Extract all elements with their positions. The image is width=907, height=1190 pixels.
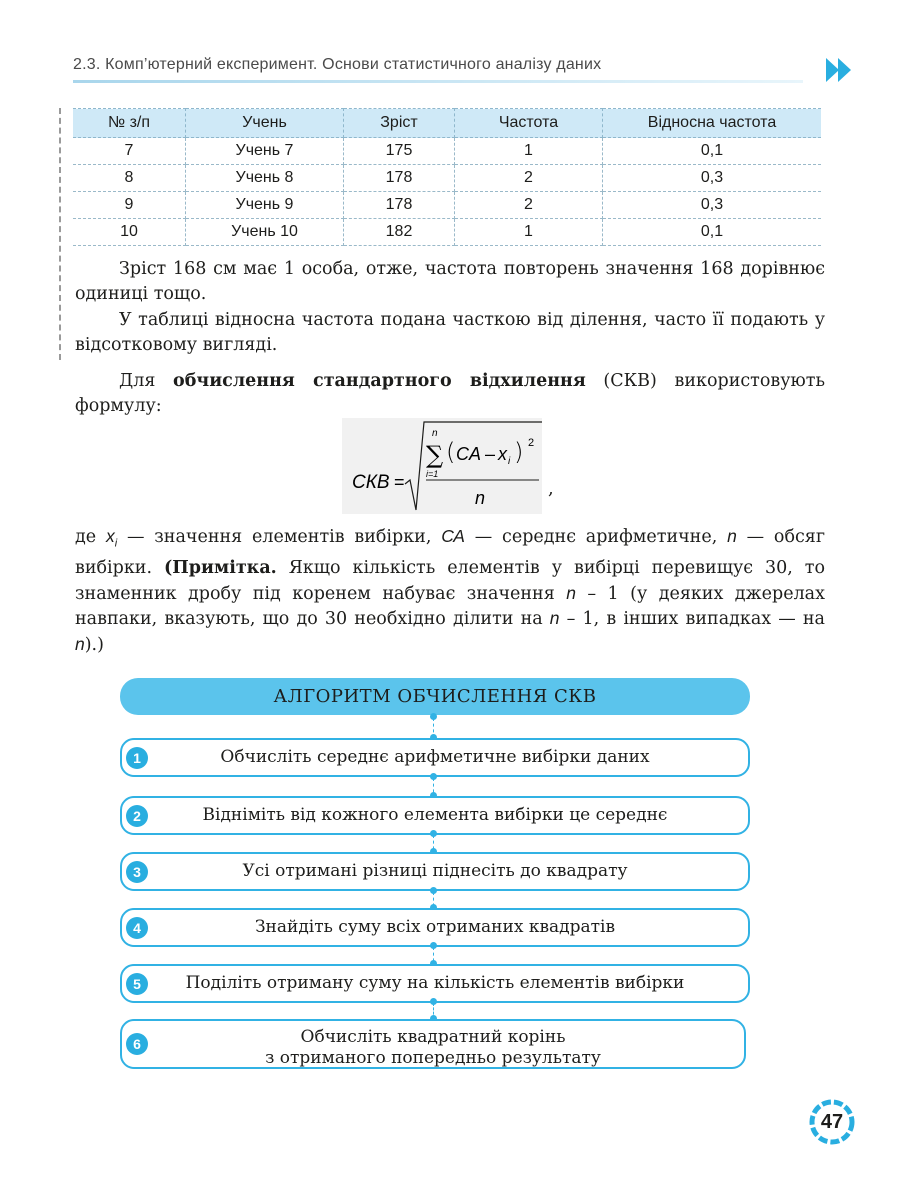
var-n: n — [727, 526, 737, 546]
frequency-table — [73, 108, 821, 246]
algorithm-step-1 — [120, 738, 750, 777]
algorithm-step-2 — [120, 796, 750, 835]
var-ca: СА — [441, 526, 465, 546]
paragraph-formula-explanation — [75, 524, 825, 657]
cell-number: 8 — [73, 165, 186, 192]
step-text: Поділіть отриману суму на кількість елементів вибірки — [185, 973, 685, 993]
algorithm-step-4 — [120, 908, 750, 947]
cell-height: 175 — [344, 138, 455, 165]
paragraph-text: — значення елементів вибірки, — [117, 527, 442, 547]
table-header-row — [73, 109, 821, 138]
cell-student: Учень 7 — [186, 138, 344, 165]
paragraph-text: (СКВ) використовують формулу: — [75, 371, 825, 416]
sum-upper-limit: n — [432, 428, 438, 439]
step-number-badge: 6 — [126, 1033, 148, 1055]
step-number-badge: 5 — [126, 973, 148, 995]
paragraph-frequency-explanation — [75, 257, 825, 306]
margin-dashed-rule — [59, 108, 61, 360]
cell-height: 182 — [344, 219, 455, 246]
formula-minus: – — [485, 444, 496, 464]
cell-relative-frequency: 0,3 — [603, 165, 822, 192]
note-label: (Примітка. — [163, 558, 277, 578]
cell-relative-frequency: 0,1 — [603, 219, 822, 246]
sigma-icon: ∑ — [426, 441, 444, 469]
cell-number: 9 — [73, 192, 186, 219]
col-header-relative-frequency: Відносна частота — [603, 109, 822, 138]
var-n: n — [75, 633, 85, 654]
step-number-badge: 4 — [126, 917, 148, 939]
cell-frequency: 2 — [455, 192, 603, 219]
paragraph-relative-frequency — [75, 308, 825, 357]
col-header-frequency: Частота — [455, 109, 603, 138]
var-n: n — [566, 582, 576, 603]
cell-frequency: 1 — [455, 138, 603, 165]
var-x: x — [105, 526, 115, 546]
step-text: Відніміть від кожного елемента вибірки це середнє — [202, 805, 668, 825]
step-number-badge: 1 — [126, 747, 148, 769]
step-text: Знайдіть суму всіх отриманих квадратів — [254, 917, 616, 937]
col-header-number: № з/п — [73, 109, 186, 138]
formula-ca: CA — [456, 444, 482, 464]
formula-x: x — [498, 444, 507, 464]
paragraph-text: – 1 (у деяких джерелах навпаки, вказують, що до 30 необхідно ділити на — [75, 583, 825, 629]
header-divider — [73, 80, 803, 83]
std-deviation-formula — [342, 418, 542, 514]
step-text: Обчисліть середнє арифметичне вибірки даних — [220, 747, 650, 767]
paren-open-icon: ( — [446, 438, 456, 466]
cell-frequency: 1 — [455, 219, 603, 246]
paragraph-text: — обсяг вибірки. — [75, 527, 825, 578]
sum-lower-limit: i=1 — [426, 469, 439, 479]
formula-lhs: СКВ — [352, 472, 390, 493]
cell-height: 178 — [344, 192, 455, 219]
step-text: Обчисліть квадратний корінь — [300, 1027, 566, 1047]
paren-close-icon: ) — [514, 438, 524, 466]
paragraph-std-intro — [75, 369, 825, 418]
table-row — [73, 165, 821, 192]
col-header-height: Зріст — [344, 109, 455, 138]
paragraph-text: де — [75, 527, 106, 547]
table-row — [73, 138, 821, 165]
bold-term: обчислення стандартного відхилення — [173, 371, 586, 391]
cell-number: 7 — [73, 138, 186, 165]
step-text-line-2: з отриманого попередньо результату — [265, 1048, 601, 1068]
table-row — [73, 192, 821, 219]
formula-power: 2 — [528, 437, 535, 449]
step-number-badge: 3 — [126, 861, 148, 883]
paragraph-text: — середнє арифметичне, — [464, 527, 728, 547]
cell-relative-frequency: 0,1 — [603, 138, 822, 165]
next-page-icon[interactable] — [826, 56, 854, 84]
cell-frequency: 2 — [455, 165, 603, 192]
cell-student: Учень 10 — [186, 219, 344, 246]
col-header-student: Учень — [186, 109, 344, 138]
cell-height: 178 — [344, 165, 455, 192]
algorithm-step-3 — [120, 852, 750, 891]
cell-number: 10 — [73, 219, 186, 246]
paragraph-text: У таблиці відносна частота подана часткою від ділення, часто її подають у відсотковому вигляді. — [75, 310, 825, 355]
page-number: 47 — [820, 1111, 844, 1133]
table-row — [73, 219, 821, 246]
paragraph-text: Для — [119, 371, 174, 391]
paragraph-text: Зріст 168 см має 1 особа, отже, частота повторень значення 168 дорівнює одиниці тощо. — [75, 259, 825, 304]
page-header-title: 2.3. Комп’ютерний експеримент. Основи статистичного аналізу даних — [73, 56, 602, 73]
step-number-badge: 2 — [126, 805, 148, 827]
formula-equals: = — [394, 472, 405, 492]
cell-relative-frequency: 0,3 — [603, 192, 822, 219]
algorithm-step-5 — [120, 964, 750, 1003]
paragraph-text: ).) — [84, 634, 104, 655]
algorithm-step-6 — [120, 1019, 746, 1069]
formula-x-subscript: i — [508, 456, 511, 467]
cell-student: Учень 9 — [186, 192, 344, 219]
step-text: Усі отримані різниці піднесіть до квадрату — [242, 861, 628, 881]
algorithm-title: АЛГОРИТМ ОБЧИСЛЕННЯ СКВ — [120, 678, 750, 715]
var-x-subscript: i — [114, 537, 118, 550]
cell-student: Учень 8 — [186, 165, 344, 192]
formula-comma: , — [548, 478, 554, 499]
paragraph-text: Якщо кількість елементів у вибірці перевищує 30, то знаменник дробу під коренем набуває значення — [75, 558, 825, 604]
formula-denominator: n — [475, 488, 486, 508]
paragraph-text: – 1, в інших випадках — на — [559, 609, 825, 629]
var-n: n — [549, 608, 560, 628]
